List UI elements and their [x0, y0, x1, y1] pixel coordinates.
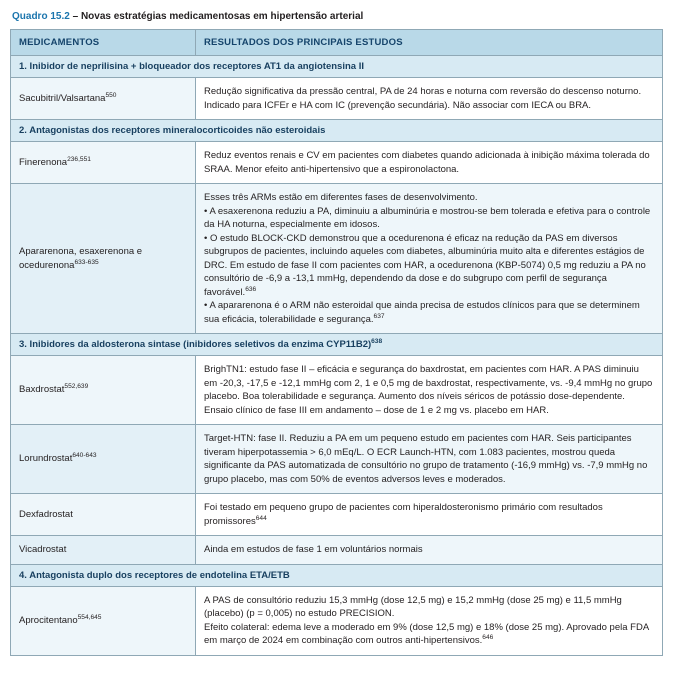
drug-name: Dexfadrostat: [19, 508, 73, 520]
results-line-text: • A apararenona é o ARM não esteroidal que ainda precisa de estudos clínicos para que se determinem sua eficácia, tolerabilidade e segurança.: [204, 300, 640, 325]
table-row: [11, 586, 663, 655]
results-line-text: • O estudo BLOCK-CKD demonstrou que a ocedurenona é eficaz na redução da PAS em diversos subgrupos de pacientes, incluindo aqueles com diabetes, albuminúria muito alta e diferentes estágios de DRC. Em estudo de fase II com pacientes com HAR, a ocedurenona (KBP-5074) 0,5 mg reduziu a PA no consultório de -6,9 a -13,1 mmHg, dependendo da dose e do subgrupo com perfil de segurança favorável.: [204, 232, 646, 298]
drug-ref: 550: [105, 91, 117, 99]
drug-name: Vicadrostat: [19, 544, 67, 555]
section-header-row: [11, 120, 663, 142]
results-cell: [196, 586, 663, 655]
results-cell: [196, 184, 663, 334]
drug-name-cell: [11, 356, 196, 425]
table-row: [11, 184, 663, 334]
drug-name-cell: [11, 425, 196, 494]
results-cell: [196, 425, 663, 494]
results-cell: [196, 78, 663, 120]
drug-name: Lorundrostat: [19, 453, 73, 465]
results-text: Redução significativa da pressão central, PA de 24 horas e noturna com reversão do descenso noturno. Indicado para ICFEr e HA com IC (prevenção secundária). Não associar com IECA ou BRA.: [204, 86, 642, 111]
section-title: 4. Antagonista duplo dos receptores de endotelina ETA/ETB: [11, 564, 663, 586]
drug-name-cell: [11, 494, 196, 536]
results-line-text: Efeito colateral: edema leve a moderado em 9% (dose 12,5 mg) e 18% (dose 25 mg). Aprovado pela FDA em março de 2024 em combinação com outros anti-hipertensivos.: [204, 621, 649, 646]
column-header-medicamentos: MEDICAMENTOS: [11, 30, 196, 56]
results-line: [204, 621, 654, 648]
drug-ref: 552,639: [64, 383, 89, 391]
results-line: Esses três ARMs estão em diferentes fases de desenvolvimento.: [204, 192, 478, 203]
drug-name: Aprocitentano: [19, 614, 78, 626]
results-ref: 636: [245, 285, 257, 293]
section-title: [11, 334, 663, 356]
table-caption: [12, 10, 663, 23]
results-text: Ainda em estudos de fase 1 em voluntários normais: [204, 544, 423, 555]
results-line: • A esaxerenona reduziu a PA, diminuiu a albuminúria e mostrou-se bem tolerada e efetiva para o controle da HA noturna, especialmente em idosos.: [204, 205, 651, 230]
table-row: [11, 536, 663, 565]
results-text: Target-HTN: fase II. Reduziu a PA em um pequeno estudo em pacientes com HAR. Seis participantes tiveram hiperpotassemia > 6,0 mEq/L. O ECR Launch-HTN, com 1.083 pacientes, mostrou queda significante da PAS automatizada de consultório no grupo de tratamento (-16,9 mmHg) vs. -7,9 mmHg no grupo placebo, mas com 50% de eventos adversos leves e moderados.: [204, 433, 648, 485]
results-cell: [196, 356, 663, 425]
drug-name: Finerenona: [19, 156, 68, 168]
drug-name-cell: [11, 586, 196, 655]
results-line: [204, 299, 654, 326]
table-row: [11, 356, 663, 425]
caption-dash: –: [69, 11, 81, 22]
results-ref: 646: [482, 633, 494, 641]
drug-ref: 554,645: [77, 613, 102, 621]
table-row: [11, 425, 663, 494]
drug-name-cell: [11, 142, 196, 184]
caption-label: Quadro 15.2: [12, 11, 70, 22]
results-line: [204, 232, 654, 300]
drug-name-cell: [11, 184, 196, 334]
drug-name-cell: [11, 78, 196, 120]
table-row: [11, 78, 663, 120]
table-row: [11, 494, 663, 536]
results-ref: 644: [255, 514, 267, 522]
section-header-row: [11, 334, 663, 356]
table-body: [11, 56, 663, 656]
results-text: Reduz eventos renais e CV em pacientes com diabetes quando adicionada à inibição máxima tolerada do SRAA. Menor efeito anti-hipertensivo que a espironolactona.: [204, 150, 650, 175]
quadro-table: [10, 29, 663, 656]
section-title-ref: 638: [371, 337, 383, 345]
drug-name: Apararenona, esaxerenona e ocedurenona: [19, 246, 143, 271]
drug-name-cell: [11, 536, 196, 565]
section-title: 1. Inibidor de neprilisina + bloqueador dos receptores AT1 da angiotensina II: [11, 56, 663, 78]
table-header: [11, 30, 663, 56]
drug-ref: 236,551: [67, 155, 91, 163]
results-text: [204, 501, 654, 528]
results-cell: [196, 142, 663, 184]
drug-ref: 633-635: [74, 258, 99, 266]
caption-text: Novas estratégias medicamentosas em hipertensão arterial: [80, 11, 364, 22]
results-text: BrighTN1: estudo fase II – eficácia e segurança do baxdrostat, em pacientes com HAR. A PAS diminuiu em -20,3, -17,5 e -12,1 mmHg com 2, 1 e 0,5 mg de baxdrostat, respectivamente, vs. -9,4 mmHg no grupo placebo. Boa tolerabilidade e segurança. Aumento dos níveis séricos de potássio dose-dependente. Ensaio clínico de fase III em andamento – dose de 1 e 2 mg vs. placebo em HAR.: [204, 364, 653, 416]
column-header-resultados: RESULTADOS DOS PRINCIPAIS ESTUDOS: [196, 30, 663, 56]
drug-ref: 640-643: [72, 452, 97, 460]
section-header-row: [11, 564, 663, 586]
drug-name: Sacubitril/Valsartana: [19, 92, 106, 104]
results-line: A PAS de consultório reduziu 15,3 mmHg (dose 12,5 mg) e 15,2 mmHg (dose 25 mg) e 11,5 mmHg (placebo) (p = 0,005) no estudo PRECISION.: [204, 594, 622, 619]
section-title-text: 3. Inibidores da aldosterona sintase (inibidores seletivos da enzima CYP11B2): [19, 339, 372, 350]
section-title: 2. Antagonistas dos receptores mineralocorticoides não esteroidais: [11, 120, 663, 142]
results-cell: [196, 494, 663, 536]
table-row: [11, 142, 663, 184]
results-ref: 637: [373, 312, 385, 320]
section-header-row: [11, 56, 663, 78]
drug-name: Baxdrostat: [19, 384, 65, 396]
results-line-text: Foi testado em pequeno grupo de pacientes com hiperaldosteronismo primário com resultados promissores: [204, 502, 603, 527]
results-cell: [196, 536, 663, 565]
table-header-row: [11, 30, 663, 56]
